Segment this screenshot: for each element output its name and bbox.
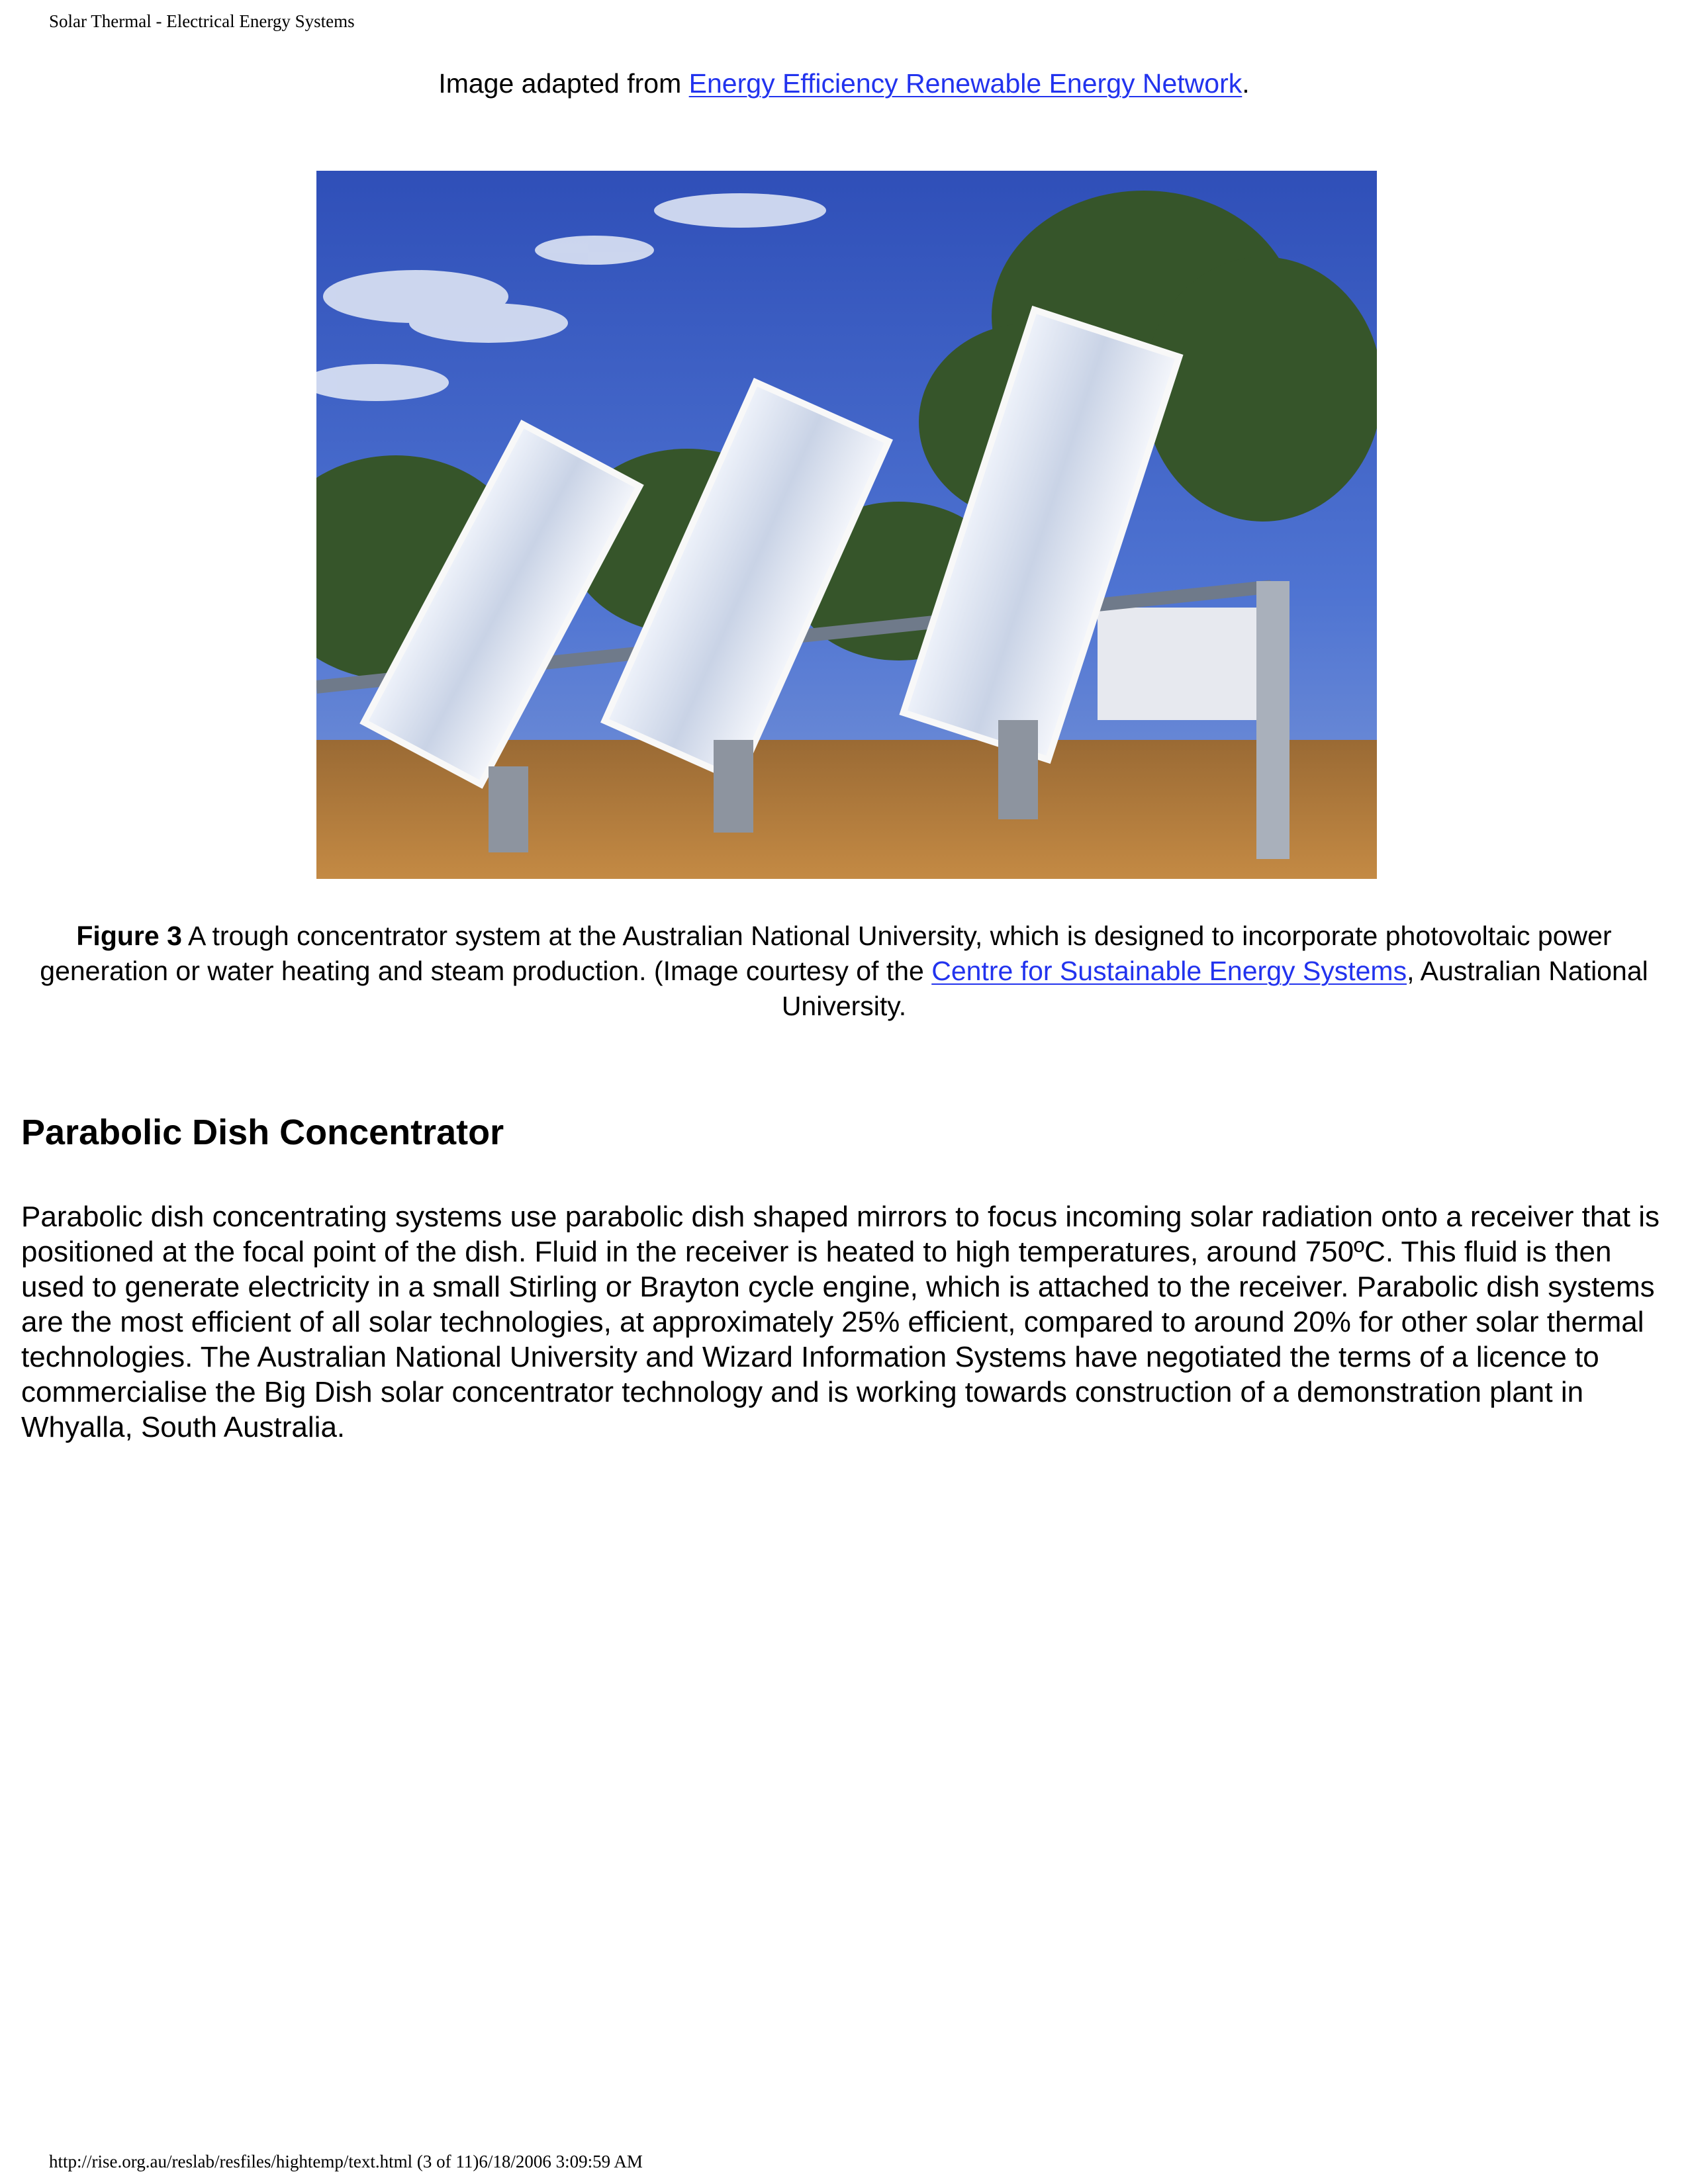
credit-prefix: Image adapted from bbox=[438, 68, 689, 99]
figure-caption bbox=[20, 919, 1668, 1024]
figure-label: Figure 3 bbox=[76, 921, 182, 951]
support-post bbox=[1256, 581, 1289, 859]
print-header: Solar Thermal - Electrical Energy Systems bbox=[49, 11, 355, 31]
building bbox=[1098, 608, 1256, 720]
credit-link[interactable]: Energy Efficiency Renewable Energy Network bbox=[688, 68, 1243, 99]
print-footer: http://rise.org.au/reslab/resfiles/hightemp/text.html (3 of 11)6/18/2006 3:09:59 AM bbox=[49, 2152, 643, 2171]
photo-illustration bbox=[316, 171, 1377, 879]
section-heading: Parabolic Dish Concentrator bbox=[21, 1113, 504, 1152]
caption-link[interactable]: Centre for Sustainable Energy Systems bbox=[931, 956, 1407, 986]
credit-suffix: . bbox=[1242, 68, 1250, 99]
trough-concentrator-photo bbox=[316, 171, 1377, 879]
section-paragraph: Parabolic dish concentrating systems use parabolic dish shaped mirrors to focus incoming solar radiation onto a receiver that is positioned at the focal point of the dish. Fluid in the receiver is heated to high temperatures, around 750ºC. This fluid is then used to generate electricity in a small Stirling or Brayton cycle engine, which is attached to the receiver. Parabolic dish systems are the most efficient of all solar technologies, at approximately 25% efficient, compared to around 20% for other solar thermal technologies. The Australian National University and Wizard Information Systems have negotiated the terms of a licence to commercialise the Big Dish solar concentrator technology and is working towards construction of a demonstration plant in Whyalla, South Australia. bbox=[21, 1201, 1660, 1443]
caption-text-end: , Australian National University. bbox=[781, 956, 1648, 1021]
image-credit-line bbox=[0, 66, 1688, 101]
caption-text: A trough concentrator system at the Australian National University, which is designed to incorporate photovoltaic power generation or water heating and steam production. (Image courtesy of the bbox=[40, 921, 1612, 986]
